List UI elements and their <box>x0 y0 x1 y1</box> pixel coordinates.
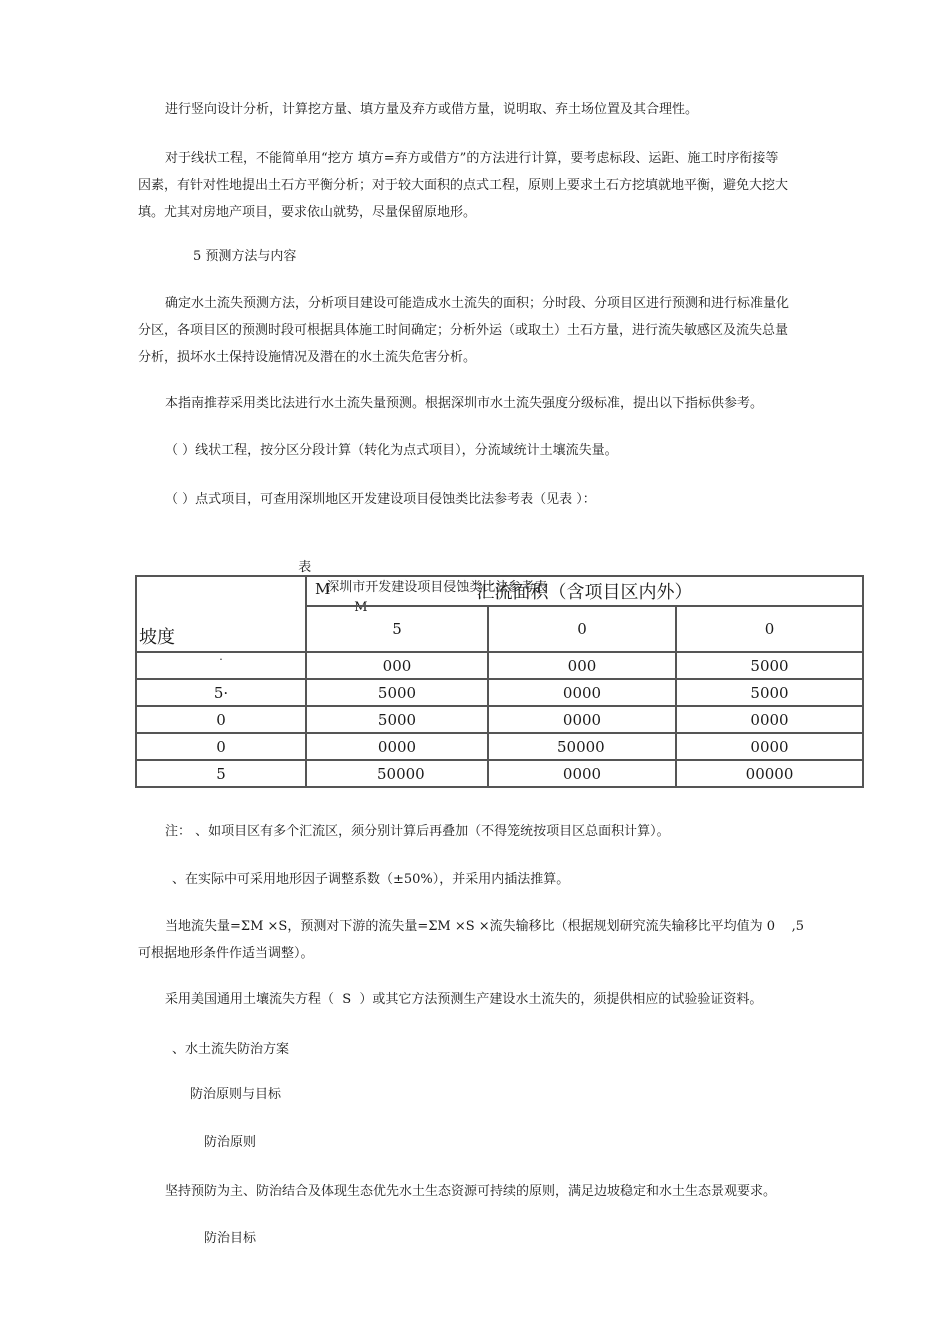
value-cell: 5000 <box>676 679 863 706</box>
column-header: 0 <box>676 606 863 652</box>
column-header: 5 <box>306 606 488 652</box>
slope-cell: · <box>136 652 306 679</box>
paragraph-linear-calc <box>165 437 618 464</box>
table-row <box>136 679 863 706</box>
value-cell: 000 <box>488 652 676 679</box>
value-cell: 0000 <box>488 760 676 787</box>
value-cell: 00000 <box>676 760 863 787</box>
text-line: 因素，有针对性地提出土石方平衡分析；对于较大面积的点式工程，原则上要求土石方挖填就地平衡，避免大挖大 <box>138 178 789 193</box>
value-cell: 0000 <box>488 706 676 733</box>
value-cell: 0000 <box>676 706 863 733</box>
text-line: 防治目标 <box>204 1231 257 1246</box>
value-cell: 5000 <box>676 652 863 679</box>
text-line: 本指南推荐采用类比法进行水土流失量预测。根据深圳市水土流失强度分级标准，提出以下指标供参考。 <box>165 396 764 411</box>
text-line: 分区，各项目区的预测时段可根据具体施工时间确定；分析外运（或取土）土石方量，进行流失敏感区及流失总量 <box>138 323 789 338</box>
value-cell: 5000 <box>306 679 488 706</box>
value-cell: 50000 <box>488 733 676 760</box>
slope-cell: 0 <box>136 733 306 760</box>
value-cell: 0000 <box>676 733 863 760</box>
text-line: 坚持预防为主、防治结合及体现生态优先水土生态资源可持续的原则，满足边坡稳定和水土生态景观要求。 <box>165 1184 777 1199</box>
text-line: 确定水土流失预测方法，分析项目建设可能造成水土流失的面积；分时段、分项目区进行预测和进行标准量化 <box>165 296 790 311</box>
text-line: 当地流失量=ΣM ×S，预测对下游的流失量=ΣM ×S ×流失输移比（根据规划研究流失输移比平均值为 0 ,5 <box>165 919 805 934</box>
header-unit: M <box>315 580 331 598</box>
catchment-area-header <box>306 576 863 606</box>
text-line: 5 预测方法与内容 <box>193 249 297 264</box>
text-line: 填。尤其对房地产项目，要求依山就势，尽量保留原地形。 <box>138 205 477 220</box>
table-row <box>136 652 863 679</box>
value-cell: 000 <box>306 652 488 679</box>
slope-cell: 5 <box>136 760 306 787</box>
paragraph-prediction-method <box>138 290 789 371</box>
text-line: 可根据地形条件作适当调整）。 <box>138 946 314 961</box>
text-line: 分析，损坏水土保持设施情况及潜在的水土流失危害分析。 <box>138 350 477 365</box>
table-caption-unit: M <box>354 600 368 615</box>
value-cell: 0000 <box>306 733 488 760</box>
text-line: 注： 、如项目区有多个汇流区，须分别计算后再叠加（不得笼统按项目区总面积计算）。 <box>165 824 670 839</box>
text-line: 防治原则与目标 <box>190 1087 282 1102</box>
note-usle <box>165 986 762 1013</box>
paragraph-vertical-design <box>165 96 698 123</box>
paragraph-point-project <box>165 486 596 513</box>
value-cell: 0000 <box>488 679 676 706</box>
erosion-reference-table <box>135 575 864 788</box>
column-header: 0 <box>488 606 676 652</box>
heading-goals <box>204 1225 256 1252</box>
heading-principles-goals <box>190 1081 281 1108</box>
text-line: 、水土流失防治方案 <box>172 1042 290 1057</box>
text-line: 进行竖向设计分析，计算挖方量、填方量及弃方或借方量，说明取、弃土场位置及其合理性。 <box>165 102 699 117</box>
text-line: 对于线状工程，不能简单用“挖方 填方=弃方或借方”的方法进行计算，要考虑标段、运距、施工时序衔接等 <box>165 151 779 166</box>
header-title: 汇流面积（含项目区内外） <box>476 582 693 603</box>
paragraph-guideline <box>165 390 763 417</box>
table-row <box>136 733 863 760</box>
table-caption-prefix: 表 <box>298 560 312 575</box>
paragraph-linear-works <box>138 145 788 226</box>
table-caption-title: 深圳市开发建设项目侵蚀类比法参考表 <box>326 580 548 595</box>
paragraph-principles <box>165 1178 776 1205</box>
text-line: （ ）点式项目，可查用深圳地区开发建设项目侵蚀类比法参考表（见表 ）： <box>165 492 596 507</box>
table-row <box>136 706 863 733</box>
note-terrain-factor <box>172 866 569 893</box>
section-heading-prediction <box>193 243 296 270</box>
value-cell: 50000 <box>306 760 488 787</box>
text-line: （ ）线状工程，按分区分段计算（转化为点式项目），分流域统计土壤流失量。 <box>165 443 618 458</box>
value-cell: 5000 <box>306 706 488 733</box>
heading-principles <box>204 1129 256 1156</box>
heading-prevention-plan <box>172 1036 289 1063</box>
table-row <box>136 760 863 787</box>
text-line: 防治原则 <box>204 1135 257 1150</box>
note-multiple-catchments <box>165 818 670 845</box>
slope-cell: 0 <box>136 706 306 733</box>
note-loss-formula <box>138 913 804 967</box>
text-line: 采用美国通用土壤流失方程（ S ）或其它方法预测生产建设水土流失的，须提供相应的试验验证资料。 <box>165 992 763 1007</box>
slope-cell: 5· <box>136 679 306 706</box>
slope-header: 坡度 <box>136 576 306 652</box>
text-line: 、在实际中可采用地形因子调整系数（±50%），并采用内插法推算。 <box>172 872 570 887</box>
